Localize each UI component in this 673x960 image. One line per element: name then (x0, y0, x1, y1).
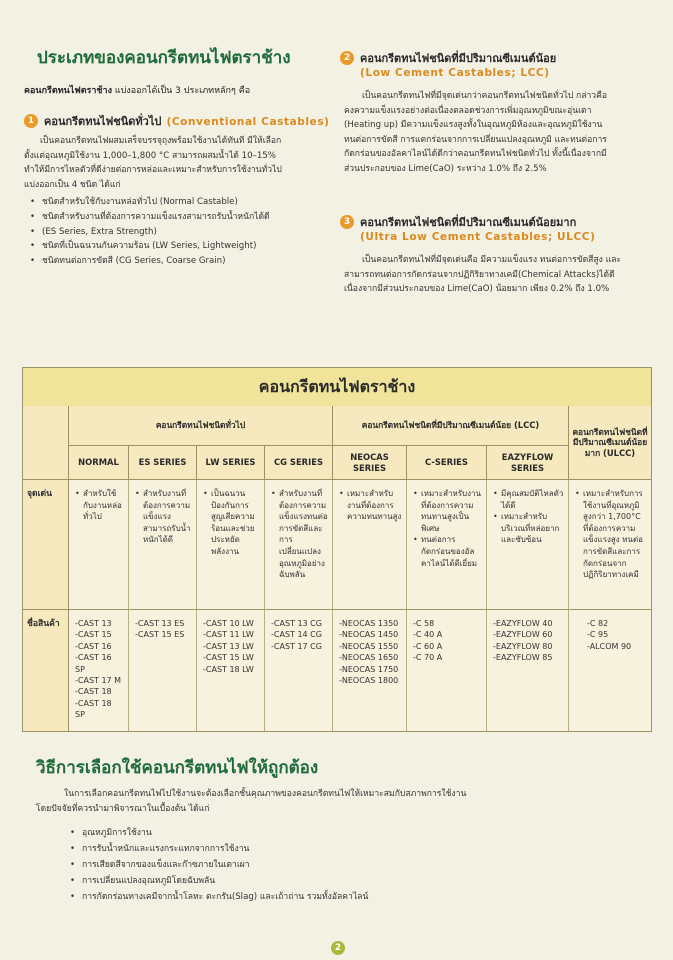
table-title: คอนกรีตทนไฟตราช้าง (23, 368, 651, 407)
feature-neocas (333, 480, 407, 610)
group-conventional: คอนกรีตทนไฟชนิดทั่วไป (69, 406, 333, 446)
selection-intro (36, 787, 656, 816)
products-eazyflow (487, 610, 569, 731)
group-lcc: คอนกรีตทนไฟชนิดที่มีปริมาณซีเมนต์น้อย (LCC) (333, 406, 569, 446)
product-item: -CAST 13 CG (271, 619, 322, 628)
product-item: -NEOCAS 1550 (339, 641, 399, 651)
list-item (30, 225, 330, 240)
para-line: เป็นคอนกรีตทนไฟที่มีจุดเด่นคือ มีความแข็งแรง ทนต่อการขัดสีสูง และ (362, 255, 622, 265)
col-lw: LW SERIES (197, 446, 265, 480)
product-item: -ALCOM 90 (587, 641, 632, 651)
feature-normal (69, 480, 129, 610)
product-item: -C 95 (587, 630, 609, 640)
section-3-title: คอนกรีตทนไฟชนิดที่มีปริมาณซีเมนต์น้อยมาก (360, 216, 577, 229)
section-3-number: 3 (340, 215, 354, 229)
selection-bullets (70, 825, 630, 905)
section-2-title: คอนกรีตทนไฟชนิดที่มีปริมาณซีเมนต์น้อย (360, 52, 557, 65)
product-item: -EAZYFLOW 85 (493, 653, 553, 663)
product-item: -CAST 11 LW (203, 630, 254, 640)
product-item: -C 40 A (413, 630, 443, 640)
product-item: -NEOCAS 1450 (339, 630, 399, 640)
products-cg (265, 610, 333, 731)
section-1-title-en: (Conventional Castables) (166, 116, 330, 128)
feature-lw (197, 480, 265, 610)
section-1-heading (24, 110, 330, 130)
para-line: เนื่องจากมีส่วนประกอบของ Lime(CaO) น้อยมาก เพียง 0.2% ถึง 1.0% (344, 284, 610, 295)
product-item: -CAST 16 SP (75, 653, 112, 674)
product-item: -CAST 13 LW (203, 641, 254, 651)
feature-cg (265, 480, 333, 610)
intro-brand: คอนกรีตทนไฟตราช้าง (24, 86, 112, 96)
section-2-paragraph (344, 89, 654, 177)
list-item: • เหมาะสำหรับบริเวณที่หล่อยากและซับซ้อน (493, 511, 564, 546)
list-item: • เหมาะสำหรับงานที่ต้องการความทนทานสูง (339, 488, 402, 523)
product-item: -CAST 18 (75, 687, 112, 697)
list-item: • เหมาะสำหรับงานที่ต้องการความทนทานสูงเป็นพิเศษ (413, 488, 482, 534)
product-item: -EAZYFLOW 40 (493, 619, 553, 628)
product-item: -CAST 13 (75, 619, 112, 628)
section-3-heading (340, 211, 576, 231)
intro-rest: แบ่งออกได้เป็น 3 ประเภทหลักๆ คือ (111, 86, 251, 96)
list-item: • การรับน้ำหนักและแรงกระแทกจากการใช้งาน (70, 841, 630, 857)
section-1-number: 1 (24, 114, 38, 128)
feature-ulcc (569, 480, 651, 610)
para-line: แบ่งออกเป็น 4 ชนิด ได้แก่ (24, 179, 121, 190)
section-1-paragraph (24, 134, 324, 192)
product-item: -EAZYFLOW 80 (493, 641, 553, 651)
product-item: -C 58 (413, 619, 435, 628)
product-item: -CAST 17 M (75, 676, 122, 686)
list-item: • ชนิดทนต่อการขัดสี (CG Series, Coarse Grain) (30, 254, 330, 269)
para-line: ทำให้มีการไหลตัวที่ดีง่ายต่อการหล่อและเหมาะสำหรับการใช้งานทั่วไป (24, 165, 282, 176)
list-item: • สำหรับงานที่ต้องการความแข็งแรงสามารถรับน้ำหนักได้ดี (135, 488, 192, 546)
para-line: ส่วนประกอบของ Lime(CaO) ระหว่าง 1.0% ถึง 2.5% (344, 163, 547, 174)
list-item: • สำหรับใช้กับงานหล่อทั่วไป (75, 488, 124, 523)
product-item: -CAST 15 LW (203, 653, 254, 663)
section-3-title-en: (Ultra Low Cement Castables; ULCC) (360, 231, 596, 243)
page-number: 2 (331, 941, 345, 955)
para-line: เป็นคอนกรีตทนไฟที่มีจุดเด่นกว่าคอนกรีตทนไฟชนิดทั่วไป กล่าวคือ (362, 91, 608, 101)
list-item: • เหมาะสำหรับการใช้งานที่อุณหภูมิสูงกว่า 1,700°C ที่ต้องการความแข็งแรงสูง ทนต่อการขัดสีและการกัดกร่อนจากปฏิกิริยาทางเคมี (575, 488, 647, 581)
left-intro (24, 83, 250, 97)
para-line: ทนต่อการขัดสี การแตกร่อนจากการเปลี่ยนแปลงอุณหภูมิ และทนต่อการ (344, 134, 607, 145)
product-item: -CAST 17 CG (271, 641, 322, 651)
col-cg: CG SERIES (265, 446, 333, 480)
feature-c-series (407, 480, 487, 610)
header-blank (23, 406, 69, 480)
products-c-series (407, 610, 487, 731)
list-item: • มีคุณสมบัติไหลตัวได้ดี (493, 488, 564, 511)
product-item: -CAST 15 ES (135, 630, 185, 640)
product-item: -CAST 10 LW (203, 619, 254, 628)
product-item: -CAST 14 CG (271, 630, 322, 640)
product-table (22, 367, 652, 732)
products-es (129, 610, 197, 731)
selection-intro-line: ในการเลือกคอนกรีตทนไฟไปใช้งานจะต้องเลือกชั้นคุณภาพของคอนกรีตทนไฟให้เหมาะสมกับสภาพการใช้งาน (64, 789, 467, 799)
list-item: • ชนิดสำหรับงานที่ต้องการความแข็งแรงสามารถรับน้ำหนักได้ดี (30, 210, 330, 225)
left-title: ประเภทของคอนกรีตทนไฟตราช้าง (37, 48, 291, 68)
product-item: -EAZYFLOW 60 (493, 630, 553, 640)
products-ulcc (569, 610, 651, 731)
list-item: • ทนต่อการกัดกร่อนของอัลคาไลน์ได้ดีเยี่ยม (413, 534, 482, 569)
list-item: • การเปลี่ยนแปลงอุณหภูมิโดยฉับพลัน (70, 873, 630, 889)
product-item: -NEOCAS 1650 (339, 653, 399, 663)
col-neocas: NEOCAS SERIES (333, 446, 407, 480)
group-ulcc: คอนกรีตทนไฟชนิดที่มีปริมาณซีเมนต์น้อยมาก (ULCC) (569, 406, 651, 480)
section-2-title-en: (Low Cement Castables; LCC) (360, 67, 550, 79)
product-item: -C 70 A (413, 653, 443, 663)
section-1-bullets (30, 195, 330, 269)
row-product-label: ชื่อสินค้า (23, 610, 69, 731)
feature-eazyflow (487, 480, 569, 610)
col-es: ES SERIES (129, 446, 197, 480)
list-item: • การกัดกร่อนทางเคมีจากน้ำโลหะ ตะกรัน(Slag) และเถ้าถ่าน รวมทั้งอัลคาไลน์ (70, 889, 630, 905)
feature-es (129, 480, 197, 610)
product-item: -NEOCAS 1800 (339, 676, 399, 686)
product-item: -NEOCAS 1750 (339, 664, 399, 674)
col-eazyflow: EAZYFLOW SERIES (487, 446, 569, 480)
list-item: • เป็นฉนวนป้องกันการสูญเสียความร้อนและช่วยประหยัดพลังงาน (203, 488, 260, 558)
section-3-paragraph (344, 253, 654, 297)
row-feature-label: จุดเด่น (23, 480, 69, 610)
para-line: ตั้งแต่อุณหภูมิใช้งาน 1,000–1,800 °C สามารถผสมน้ำได้ 10–15% (24, 150, 276, 161)
product-item: -CAST 18 SP (75, 698, 112, 720)
para-line: สามารถทนต่อการกัดกร่อนจากปฏิกิริยาทางเคมี(Chemical Attacks)ได้ดี (344, 269, 615, 280)
para-line: (Heating up) มีความแข็งแรงสูงทั้งในอุณหภูมิห้องและอุณหภูมิใช้งาน (344, 120, 603, 131)
products-neocas (333, 610, 407, 731)
para-line: คงความแข็งแรงอย่างต่อเนื่องตลอดช่วงการเพิ่มอุณหภูมิขณะอุ่นเตา (344, 105, 592, 116)
product-item: -CAST 15 (75, 630, 112, 640)
product-item: -CAST 16 (75, 641, 112, 651)
list-item: • อุณหภูมิการใช้งาน (70, 825, 630, 841)
para-line: กัดกร่อนของอัลคาไลน์ได้ดีกว่าคอนกรีตทนไฟชนิดทั่วไป ทั้งนี้เนื่องจากมี (344, 149, 607, 160)
products-normal (69, 610, 129, 731)
product-item: -C 60 A (413, 641, 443, 651)
product-item: -NEOCAS 1350 (339, 619, 399, 628)
products-lw (197, 610, 265, 731)
list-item: • สำหรับงานที่ต้องการความแข็งแรงทนต่อการขัดสีและการเปลี่ยนแปลงอุณหภูมิอย่างฉับพลัน (271, 488, 328, 581)
product-item: -CAST 13 ES (135, 619, 185, 628)
list-item: • การเสียดสีจากของแข็งและก๊าซภายในเตาเผา (70, 857, 630, 873)
col-normal: NORMAL (69, 446, 129, 480)
list-item: • ชนิดสำหรับใช้กับงานหล่อทั่วไป (Normal Castable) (30, 195, 330, 210)
section-2-heading (340, 47, 556, 67)
list-item: • ชนิดที่เป็นฉนวนกันความร้อน (LW Series, Lightweight) (30, 239, 330, 254)
product-item: -CAST 18 LW (203, 664, 254, 674)
selection-title: วิธีการเลือกใช้คอนกรีตทนไฟให้ถูกต้อง (36, 758, 319, 778)
section-2-number: 2 (340, 51, 354, 65)
product-item: -C 82 (587, 619, 609, 628)
para-line: เป็นคอนกรีตทนไฟผสมเสร็จบรรจุถุงพร้อมใช้งานได้ทันที มีให้เลือก (40, 136, 282, 146)
col-c-series: C-SERIES (407, 446, 487, 480)
list-item-cont: (ES Series, Extra Strength) (42, 226, 157, 237)
section-1-title: คอนกรีตทนไฟชนิดทั่วไป (44, 115, 162, 128)
selection-intro-line: โดยปัจจัยที่ควรนำมาพิจารณาในเบื้องต้น ได้แก่ (36, 803, 210, 814)
